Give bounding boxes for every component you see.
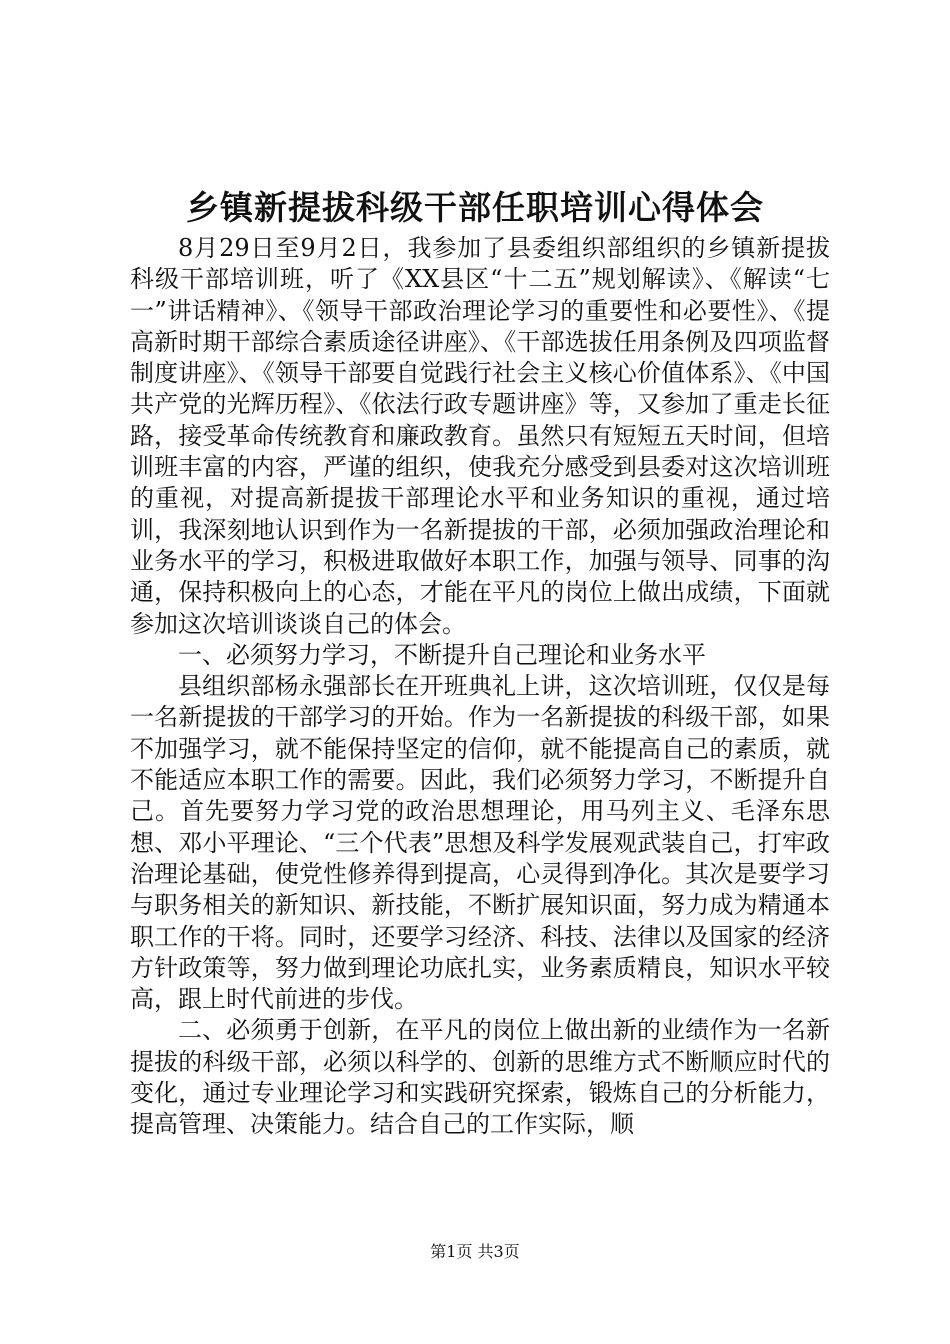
- page-footer: 第1页 共3页: [430, 1242, 520, 1261]
- section-heading-1: 一、必须努力学习，不断提升自己理论和业务水平: [178, 640, 706, 669]
- document-body: [130, 233, 830, 1141]
- document-title: 乡镇新提拔科级干部任职培训心得体会: [186, 188, 764, 227]
- paragraph-section-1: 县组织部杨永强部长在开班典礼上讲，这次培训班，仅仅是每一名新提拔的干部学习的开始。作为一名新提拔的科级干部，如果不加强学习，就不能保持坚定的信仰，就不能提高自己的素质，就不能适应本职工作的需要。因此，我们必须努力学习，不断提升自己。首先要努力学习党的政治思想理论，用马列主义、毛泽东思想、邓小平理论、“三个代表”思想及科学发展观武装自己，打牢政治理论基础，使党性修养得到提高，心灵得到净化。其次是要学习与职务相关的新知识、新技能，不断扩展知识面，努力成为精通本职工作的干将。同时，还要学习经济、科技、法律以及国家的经济方针政策等，努力做到理论功底扎实，业务素质精良，知识水平较高，跟上时代前进的步伐。: [130, 672, 830, 1014]
- paragraph-section-2: 二、必须勇于创新，在平凡的岗位上做出新的业绩作为一名新提拔的科级干部，必须以科学的、创新的思维方式不断顺应时代的变化，通过专业理论学习和实践研究探索，锻炼自己的分析能力，提高管理、决策能力。结合自己的工作实际，顺: [130, 1016, 830, 1139]
- paragraph-intro: 8月29日至9月2日，我参加了县委组织部组织的乡镇新提拔科级干部培训班，听了《XX县区“十二五”规划解读》、《解读“七一”讲话精神》、《领导干部政治理论学习的重要性和必要性》、《提高新时期干部综合素质途径讲座》、《干部选拔任用条例及四项监督制度讲座》、《领导干部要自觉践行社会主义核心价值体系》、《中国共产党的光辉历程》、《依法行政专题讲座》等，又参加了重走长征路，接受革命传统教育和廉政教育。虽然只有短短五天时间，但培训班丰富的内容，严谨的组织，使我充分感受到县委对这次培训班的重视，对提高新提拔干部理论水平和业务知识的重视，通过培训，我深刻地认识到作为一名新提拔的干部，必须加强政治理论和业务水平的学习，积极进取做好本职工作，加强与领导、同事的沟通，保持积极向上的心态，才能在平凡的岗位上做出成绩，下面就参加这次培训谈谈自己的体会。: [130, 234, 830, 638]
